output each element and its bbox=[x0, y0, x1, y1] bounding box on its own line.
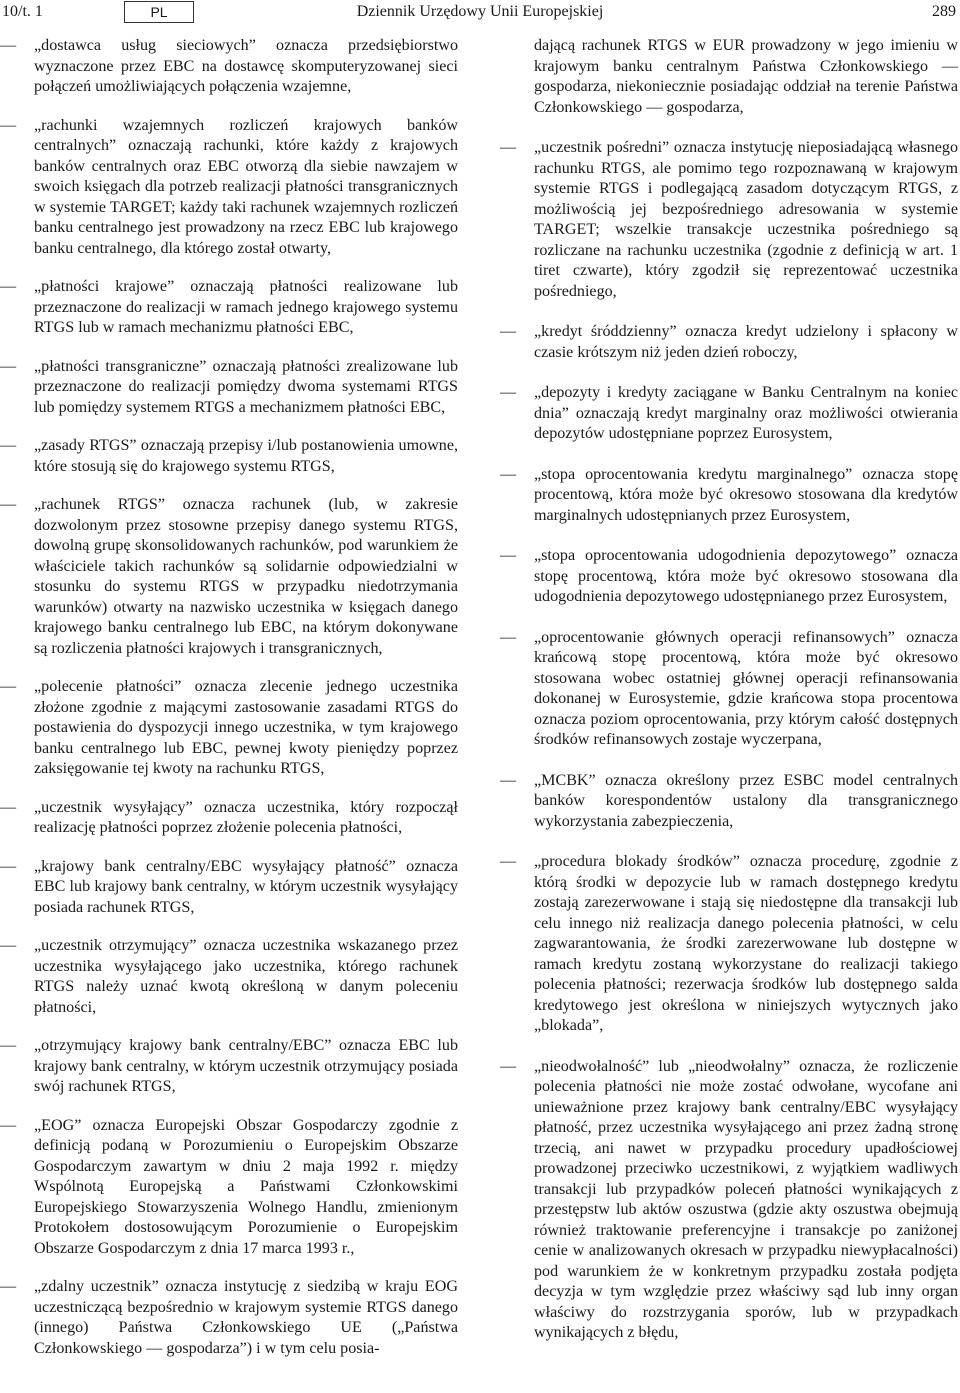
page-header bbox=[0, 0, 960, 30]
definition-text: „polecenie płatności” oznacza zlecenie jednego uczestnika złożone zgodnie z mającymi zastosowanie zasadami RTGS do postawienia do dyspozycji innego uczestnika, w tym krajowego banku centralnego lub EBC, pewnej kwoty pieniędzy poprzez zaksięgowanie tej kwoty na rachunku RTGS, bbox=[34, 678, 458, 777]
definition-text: „uczestnik otrzymujący” oznacza uczestnika wskazanego przez uczestnika wysyłającego jako uczestnika, którego rachunek RTGS należy uznać kwotą określoną w danym poleceniu płatności, bbox=[34, 937, 458, 1016]
definition-item bbox=[0, 36, 458, 98]
definition-item bbox=[0, 1277, 458, 1359]
definition-text: „uczestnik pośredni” oznacza instytucję nieposiadającą własnego rachunku RTGS, ale pomimo tego rozpoznawaną w krajowym systemie RTGS i podlegającą zasadom dotyczącym RTGS, z możliwością jej bezpośredniego adresowania w systemie TARGET; wszelkie transakcje uczestnika pośredniego są rozliczane na rachunku uczestnika (zgodnie z definicją w art. 1 tiret czwarte), który zgodził się reprezentować uczestnika pośredniego, bbox=[534, 139, 958, 300]
definition-text: „stopa oprocentowania kredytu marginalnego” oznacza stopę procentową, która może być okresowo stosowana dla kredytów marginalnych udostępnianych przez Eurosystem, bbox=[534, 465, 958, 524]
definition-text: „rachunek RTGS” oznacza rachunek (lub, w zakresie dozwolonym przez stosowne przepisy danego systemu RTGS, dowolną grupę skonsolidowanych rachunków, pod warunkiem że właściciele takich rachunków są solidarnie odpowiedzialni w stosunku do systemu RTGS w przypadku niedotrzymania warunków) otwarty na nazwisko uczestnika w księgach danego krajowego banku centralnego lub EBC, na którym dokonywane są rozliczenia płatności krajowych i transgranicznych, bbox=[34, 496, 458, 657]
definition-item bbox=[0, 798, 458, 839]
definition-text: „stopa oprocentowania udogodnienia depozytowego” oznacza stopę procentową, która może być okresowo stosowana dla udogodnienia depozytowego udostępnianego przez Eurosystem, bbox=[534, 547, 958, 605]
definition-item bbox=[0, 857, 458, 919]
definition-item bbox=[500, 852, 958, 1037]
dash-marker: — bbox=[500, 1057, 517, 1075]
definition-item bbox=[500, 138, 958, 302]
definition-text: „nieodwołalność” lub „nieodwołalny” oznacza, że rozliczenie polecenia płatności nie może zostać odwołane, wycofane ani unieważnione przez krajowy bank centralny/EBC wysyłający płatność, przez uczestnika wysyłającego ani przez żadną stronę trzecią, ani nawet w przypadku procedury upadłościowej prowadzonej przeciwko uczestnikowi, z wyjątkiem wadliwych transakcji lub przypadków poleceń płatności wynikających z przestępstw lub aktów oszustwa (gdzie akty oszustwa obejmują również traktowanie preferencyjne i transakcje po zaniżonej cenie w analizowanych okresach w przypadku niewypłacalności) pod warunkiem że w konkretnym przypadku została podjęta decyzja w tym względzie przez właściwy sąd lub inny organ właściwy do rozstrzygania sporów, lub w przypadkach wynikających z błędu, bbox=[534, 1057, 958, 1341]
definition-text: „EOG” oznacza Europejski Obszar Gospodarczy zgodnie z definicją podaną w Porozumieniu o Europejskim Obszarze Gospodarczym zawartym w dniu 2 maja 1992 r. między Wspólnotą Europejską a Państwami Członkowskimi Europejskiego Stowarzyszenia Wolnego Handlu, zmienionym Protokołem dostosowującym Porozumienie o Europejskim Obszarze Gospodarczym z dnia 17 marca 1993 r., bbox=[34, 1116, 458, 1257]
dash-marker: — bbox=[500, 853, 517, 870]
definition-item bbox=[0, 936, 458, 1018]
dash-marker: — bbox=[500, 384, 517, 401]
left-column bbox=[0, 36, 458, 1377]
definition-item bbox=[0, 1036, 458, 1098]
dash-marker: — bbox=[500, 771, 517, 789]
definition-text: „depozyty i kredyty zaciągane w Banku Centralnym na koniec dnia” oznaczają kredyt marginalny oraz możliwości otwierania depozytów udostępniane poprzez Eurosystem, bbox=[534, 384, 958, 442]
dash-marker: — bbox=[500, 139, 517, 156]
dash-marker: — bbox=[0, 1278, 17, 1295]
definition-text: „zasady RTGS” oznaczają przepisy i/lub postanowienia umowne, które stosują się do krajowego systemu RTGS, bbox=[34, 437, 458, 475]
definition-text: „zdalny uczestnik” oznacza instytucję z siedzibą w kraju EOG uczestniczącą bezpośrednio w krajowym systemie RTGS danego (innego) Państwa Członkowskiego UE („Państwa Członkowskiego — gospodarza”) i w tym celu posia- bbox=[34, 1278, 458, 1357]
definition-item bbox=[0, 116, 458, 260]
definition-item bbox=[0, 277, 458, 339]
dash-marker: — bbox=[500, 628, 517, 646]
definition-item bbox=[0, 436, 458, 477]
definition-text: „otrzymujący krajowy bank centralny/EBC” oznacza EBC lub krajowy bank centralny, w którym uczestnik otrzymujący posiada swój rachunek RTGS, bbox=[34, 1037, 458, 1095]
dash-marker: — bbox=[0, 437, 17, 454]
definition-item bbox=[0, 677, 458, 780]
definition-text: „rachunki wzajemnych rozliczeń krajowych banków centralnych” oznaczają rachunki, które każdy z krajowych banków centralnych oraz EBC otworzą dla siebie nawzajem w swoich księgach dla potrzeb realizacji płatności transgranicznych w systemie TARGET; każdy taki rachunek wzajemnych rozliczeń banku centralnego jest prowadzony na rzecz EBC lub krajowego banku centralnego, dla którego został otwarty, bbox=[34, 116, 458, 257]
dash-marker: — bbox=[500, 547, 517, 564]
dash-marker: — bbox=[0, 937, 17, 954]
definition-text: „procedura blokady środków” oznacza procedurę, zgodnie z którą środki w depozycie lub w ramach dostępnego kredytu zostają zarezerwowane i stają się niedostępne dla transakcji lub celu innego niż realizacja danego polecenia płatności, w celu zagwarantowania, że środki zarezerwowane lub dostępne w ramach kredytu zostaną wykorzystane do realizacji takiego polecenia płatności; rezerwacja środków lub dostępnego salda kredytowego jest określona w niniejszych wytycznych jako „blokada”, bbox=[534, 853, 958, 1034]
definition-item bbox=[0, 495, 458, 659]
definition-text: „MCBK” oznacza określony przez ESBC model centralnych banków korespondentów ustalony dla transgranicznego wykorzystania zabezpieczenia, bbox=[534, 771, 958, 830]
definition-text: „krajowy bank centralny/EBC wysyłający płatność” oznacza EBC lub krajowy bank centralny, w którym uczestnik wysyłający posiada rachunek RTGS, bbox=[34, 857, 458, 916]
journal-title: Dziennik Urzędowy Unii Europejskiej bbox=[356, 3, 604, 20]
dash-marker: — bbox=[0, 37, 17, 54]
dash-marker: — bbox=[500, 323, 517, 340]
definition-text: „dostawca usług sieciowych” oznacza przedsiębiorstwo wyznaczone przez EBC na dostawcę skomputeryzowanej sieci połączeń umożliwiających połączenia wzajemne, bbox=[34, 37, 458, 95]
dash-marker: — bbox=[0, 1116, 17, 1134]
dash-marker: — bbox=[0, 496, 17, 513]
definition-continuation bbox=[500, 36, 958, 118]
right-column bbox=[500, 36, 958, 1364]
page-reference: 10/t. 1 bbox=[2, 3, 43, 20]
dash-marker: — bbox=[500, 465, 517, 483]
definition-item bbox=[500, 322, 958, 363]
definition-text: „kredyt śróddzienny” oznacza kredyt udzielony i spłacony w czasie krótszym niż jeden dzień roboczy, bbox=[534, 323, 958, 361]
dash-marker: — bbox=[0, 678, 17, 695]
dash-marker: — bbox=[0, 857, 17, 875]
page-number: 289 bbox=[932, 3, 956, 20]
dash-marker: — bbox=[0, 798, 17, 816]
definition-item bbox=[500, 1057, 958, 1344]
definition-text: „płatności krajowe” oznaczają płatności realizowane lub przeznaczone do realizacji w ramach jednego krajowego systemu RTGS lub w ramach mechanizmu płatności EBC, bbox=[34, 278, 458, 336]
definition-text: dającą rachunek RTGS w EUR prowadzony w jego imieniu w krajowym banku centralnym Państwa Członkowskiego — gospodarza, niekoniecznie posiadając oddział na terenie Państwa Członkowskiego — gospodarza, bbox=[534, 37, 958, 116]
definition-item bbox=[500, 771, 958, 833]
dash-marker: — bbox=[0, 357, 17, 375]
definition-item bbox=[0, 357, 458, 419]
definition-text: „uczestnik wysyłający” oznacza uczestnika, który rozpoczął realizację płatności poprzez złożenie polecenia płatności, bbox=[34, 798, 458, 836]
definition-text: „oprocentowanie głównych operacji refinansowych” oznacza krańcową stopę procentową, która może być okresowo stosowana wobec ostatniej głównej operacji refinansowania dokonanej w Eurosystemie, gdzie krańcowa stopa procentowa oznacza poziom oprocentowania, przy którym całość dostępnych środków refinansowych zostaje wyczerpana, bbox=[534, 628, 958, 748]
dash-marker: — bbox=[0, 116, 17, 134]
definition-item bbox=[500, 546, 958, 608]
definition-item bbox=[500, 383, 958, 445]
definition-item bbox=[500, 465, 958, 527]
definition-item bbox=[0, 1116, 458, 1260]
dash-marker: — bbox=[0, 278, 17, 295]
definition-text: „płatności transgraniczne” oznaczają płatności zrealizowane lub przeznaczone do realizacji pomiędzy dwoma systemami RTGS lub pomiędzy systemem RTGS a mechanizmem płatności EBC, bbox=[34, 357, 458, 416]
definition-item bbox=[500, 628, 958, 751]
language-badge: PL bbox=[124, 1, 194, 23]
dash-marker: — bbox=[0, 1037, 17, 1054]
